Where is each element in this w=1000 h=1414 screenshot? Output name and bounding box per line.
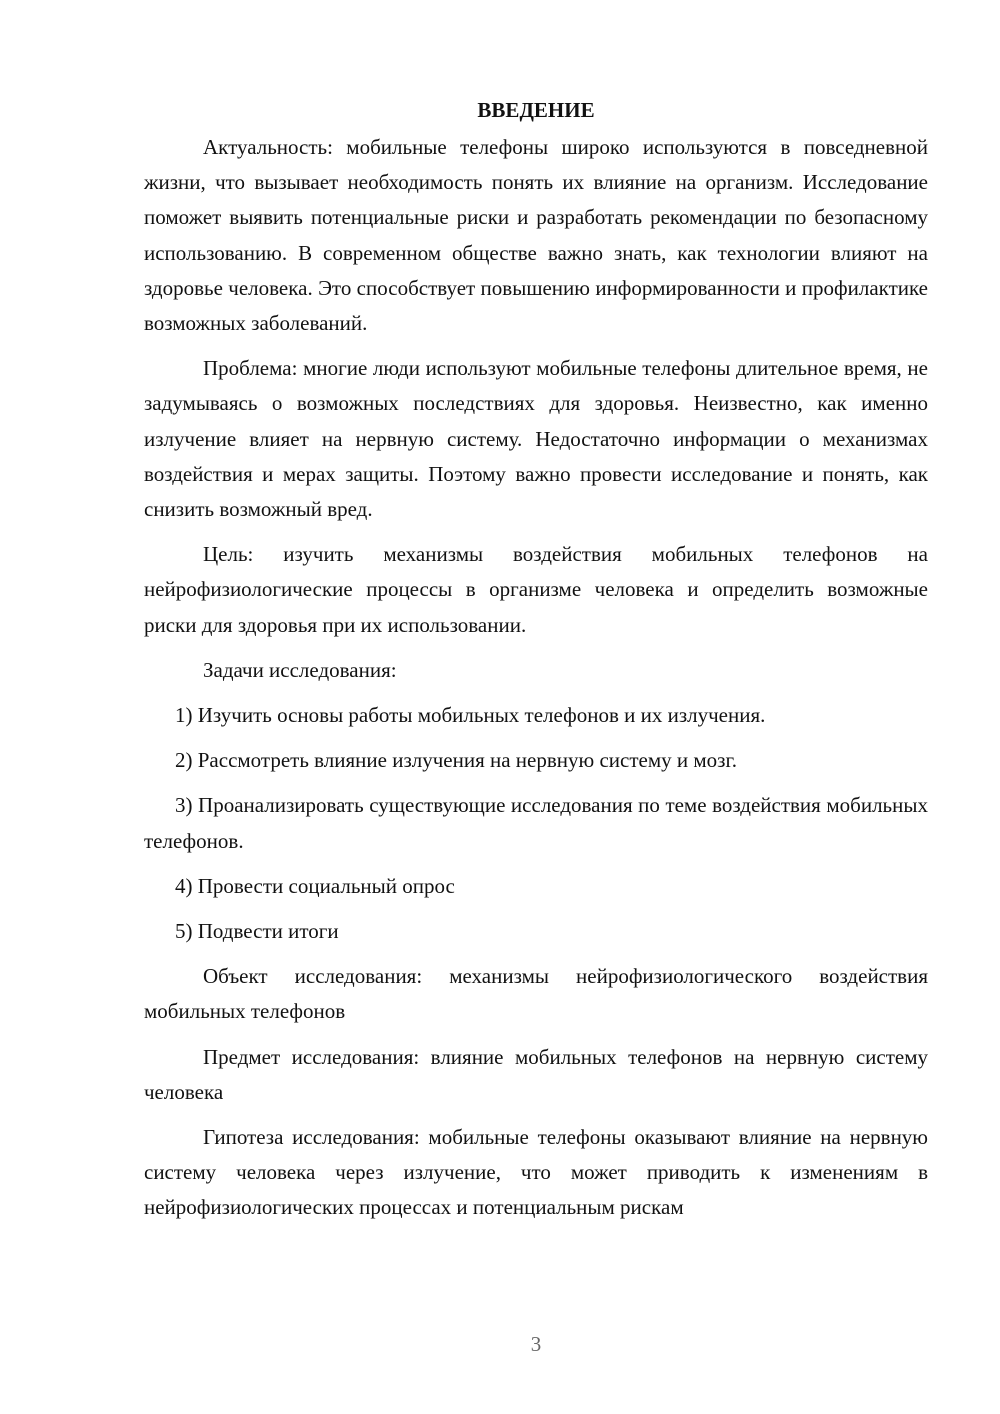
problem-paragraph: Проблема: многие люди используют мобильные телефоны длительное время, не задумываясь о возможных последствиях для здоровья. Неизвестно, как именно излучение влияет на нервную систему. Недостаточно информации о механизмах воздействия и мерах защиты. Поэтому важно провести исследование и понять, как снизить возможный вред.: [144, 356, 928, 522]
relevance-paragraph: Актуальность: мобильные телефоны широко используются в повседневной жизни, что вызывает необходимость понять их влияние на организм. Исследование поможет выявить потенциальные риски и разработать рекомендации по безопасному использованию. В современном обществе важно знать, как технологии влияют на здоровье человека. Это способствует повышению информированности и профилактике возможных заболеваний.: [144, 135, 928, 336]
goal-paragraph: Цель: изучить механизмы воздействия мобильных телефонов на нейрофизиологические процессы в организме человека и определить возможные риски для здоровья при их использовании.: [144, 542, 928, 637]
tasks-title: Задачи исследования:: [203, 657, 397, 682]
section-heading: ВВЕДЕНИЕ: [477, 98, 595, 122]
object-paragraph: Объект исследования: механизмы нейрофизиологического воздействия мобильных телефонов: [144, 964, 928, 1024]
subject-paragraph: Предмет исследования: влияние мобильных телефонов на нервную систему человека: [144, 1044, 928, 1104]
task-item-2: 2) Рассмотреть влияние излучения на нервную систему и мозг.: [175, 748, 737, 773]
task-item-5: 5) Подвести итоги: [175, 919, 339, 944]
document-page: [144, 92, 928, 1236]
hypothesis-paragraph: Гипотеза исследования: мобильные телефоны оказывают влияние на нервную систему человека через излучение, что может приводить к изменениям в нейрофизиологических процессах и потенциальным рискам: [144, 1125, 928, 1220]
page-number: 3: [530, 1332, 542, 1356]
task-item-1: 1) Изучить основы работы мобильных телефонов и их излучения.: [175, 703, 766, 728]
task-item-3: 3) Проанализировать существующие исследования по теме воздействия мобильных телефонов.: [144, 793, 928, 853]
task-item-4: 4) Провести социальный опрос: [175, 873, 455, 898]
